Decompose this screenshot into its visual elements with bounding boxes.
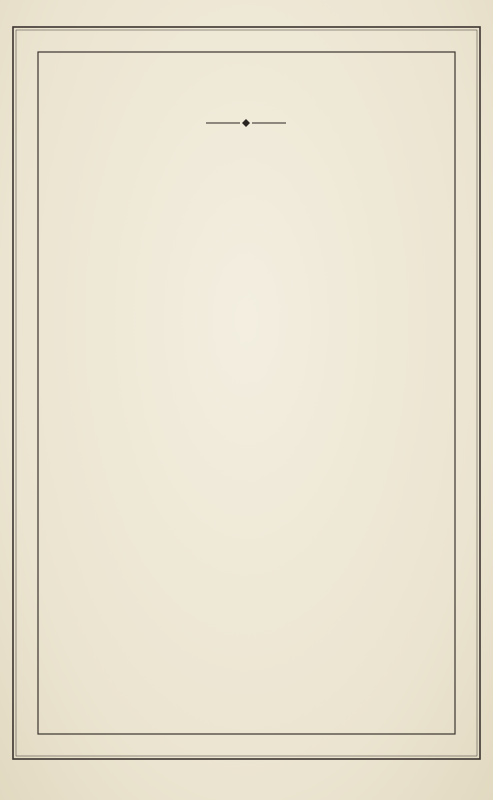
ornamental-border [12,26,481,760]
title-ornament-rule [206,118,286,128]
